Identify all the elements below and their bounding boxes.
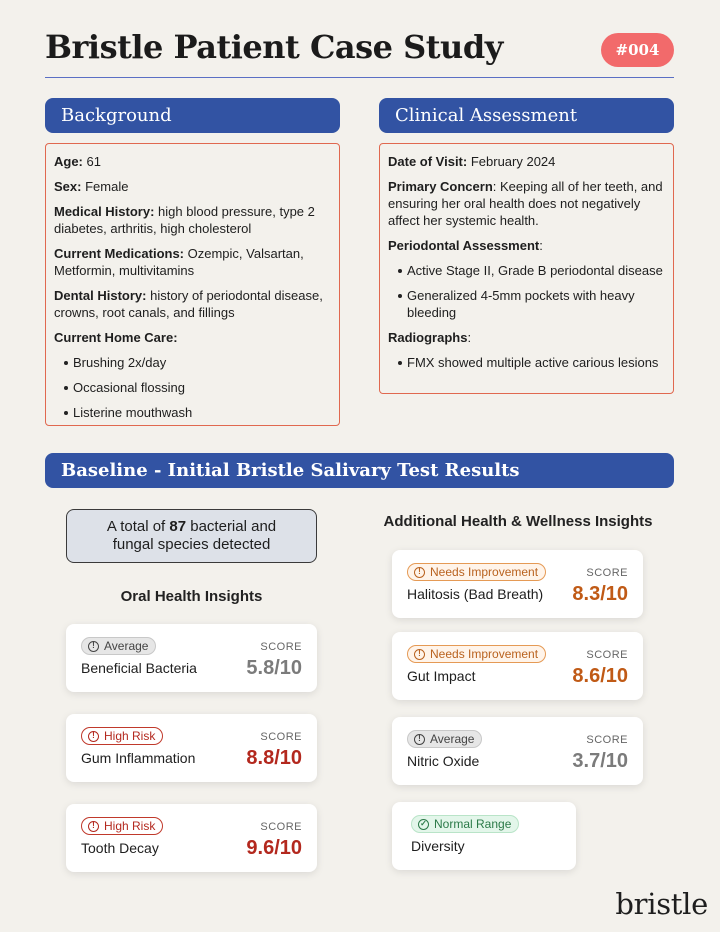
medications-line: Current Medications: Ozempic, Valsartan, Metformin, multivitamins	[54, 246, 304, 278]
list-item: Listerine mouthwash	[64, 404, 331, 421]
insight-score: 3.7/10	[572, 750, 628, 772]
insight-card-diversity	[392, 802, 576, 870]
total-species-box: A total of 87 bacterial and fungal species detected	[66, 509, 317, 563]
status-badge: ! Needs Improvement	[407, 563, 546, 581]
oral-health-heading: Oral Health Insights	[120, 588, 263, 605]
insight-card-nitric-oxide	[392, 717, 643, 785]
status-badge: ! High Risk	[81, 817, 163, 835]
alert-icon: !	[88, 731, 99, 742]
insight-score: 8.3/10	[572, 583, 628, 605]
visit-line: Date of Visit: February 2024	[388, 154, 556, 169]
age-line: Age: 61	[54, 154, 101, 169]
status-badge: ! Average	[81, 637, 156, 655]
insight-card-beneficial-bacteria	[66, 624, 317, 692]
alert-icon: !	[414, 567, 425, 578]
radiographs-list	[398, 354, 665, 371]
alert-icon: !	[414, 649, 425, 660]
title-divider	[45, 77, 674, 78]
insight-label: Gum Inflammation	[81, 750, 196, 766]
score-caption: SCORE	[260, 821, 302, 833]
status-badge: ✓ Normal Range	[411, 815, 519, 833]
insight-label: Tooth Decay	[81, 840, 159, 856]
perio-list	[398, 262, 665, 321]
medical-history-line: Medical History: high blood pressure, type 2 diabetes, arthritis, high cholesterol	[54, 204, 315, 236]
status-badge: ! Average	[407, 730, 482, 748]
list-item: Generalized 4-5mm pockets with heavy bleeding	[398, 287, 665, 321]
insight-card-tooth-decay	[66, 804, 317, 872]
list-item: Active Stage II, Grade B periodontal disease	[398, 262, 665, 279]
species-count: 87	[169, 518, 187, 535]
home-care-label: Current Home Care:	[54, 330, 178, 345]
insight-card-gum-inflammation	[66, 714, 317, 782]
insight-label: Beneficial Bacteria	[81, 660, 197, 676]
insight-score: 5.8/10	[246, 657, 302, 679]
insight-label: Nitric Oxide	[407, 753, 480, 769]
insight-card-gut-impact	[392, 632, 643, 700]
score-caption: SCORE	[586, 567, 628, 579]
background-box	[45, 143, 340, 426]
score-caption: SCORE	[260, 731, 302, 743]
list-item: Brushing 2x/day	[64, 354, 331, 371]
status-badge: ! Needs Improvement	[407, 645, 546, 663]
insight-score: 8.6/10	[572, 665, 628, 687]
score-caption: SCORE	[586, 649, 628, 661]
radiographs-label: Radiographs:	[388, 330, 472, 345]
insight-label: Gut Impact	[407, 668, 476, 684]
dental-history-line: Dental History: history of periodontal disease, crowns, root canals, and fillings	[54, 288, 323, 320]
list-item: Occasional flossing	[64, 379, 331, 396]
score-caption: SCORE	[260, 641, 302, 653]
clinical-box	[379, 143, 674, 394]
clinical-header: Clinical Assessment	[379, 98, 674, 133]
insight-card-halitosis	[392, 550, 643, 618]
list-item: FMX showed multiple active carious lesions	[398, 354, 665, 371]
bristle-logo: bristle	[615, 887, 708, 921]
page-title: Bristle Patient Case Study	[45, 28, 503, 66]
info-icon: !	[88, 641, 99, 652]
background-header: Background	[45, 98, 340, 133]
wellness-heading: Additional Health & Wellness Insights	[383, 513, 653, 530]
info-icon: !	[414, 734, 425, 745]
home-care-list	[64, 354, 331, 421]
sex-line: Sex: Female	[54, 179, 129, 194]
insight-label: Diversity	[411, 838, 465, 854]
insight-score: 9.6/10	[246, 837, 302, 859]
case-number-badge: #004	[601, 33, 674, 67]
check-circle-icon: ✓	[418, 819, 429, 830]
concern-line: Primary Concern: Keeping all of her teeth, and ensuring her oral health does not negatively affect her systemic health.	[388, 179, 663, 228]
perio-label: Periodontal Assessment:	[388, 238, 543, 253]
insight-label: Halitosis (Bad Breath)	[407, 586, 544, 602]
results-header: Baseline - Initial Bristle Salivary Test Results	[45, 453, 674, 488]
score-caption: SCORE	[586, 734, 628, 746]
status-badge: ! High Risk	[81, 727, 163, 745]
insight-score: 8.8/10	[246, 747, 302, 769]
alert-icon: !	[88, 821, 99, 832]
